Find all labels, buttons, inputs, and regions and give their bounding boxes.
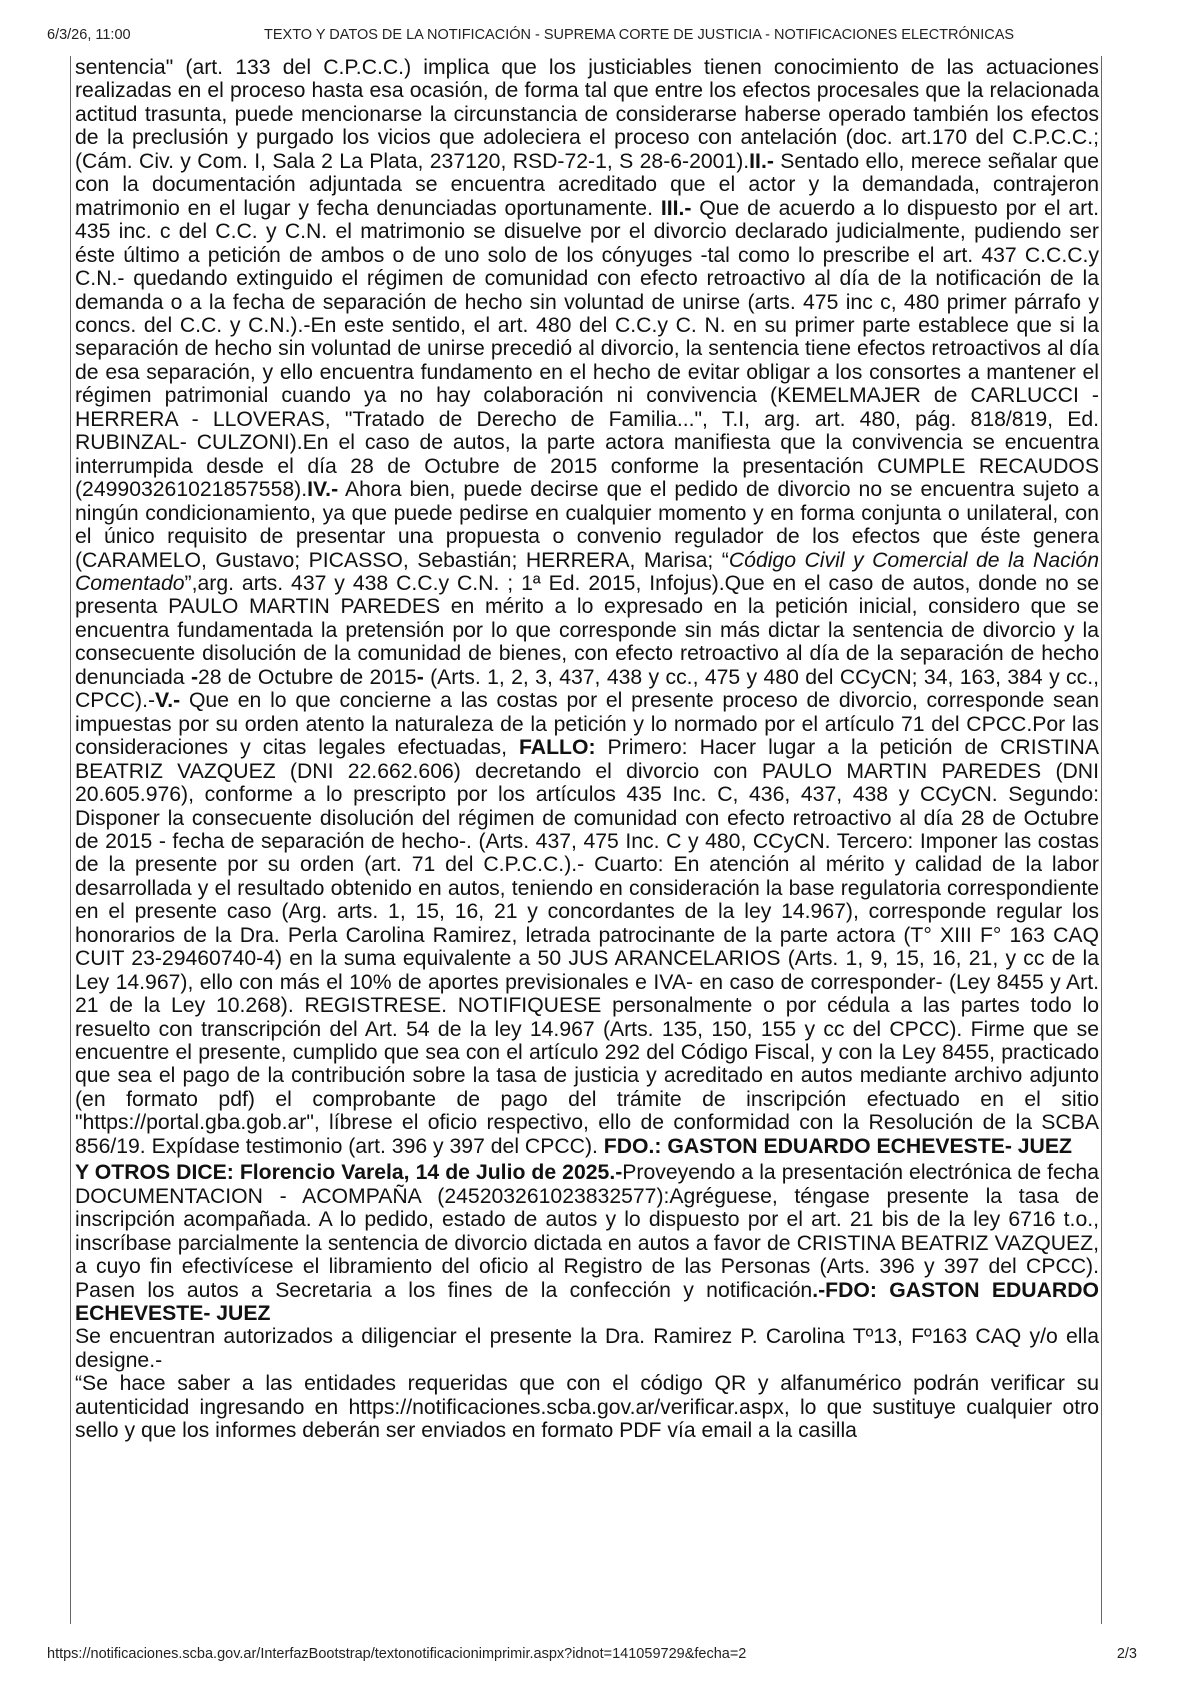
page-number: 2/3 <box>1116 1646 1137 1662</box>
print-url: https://notificaciones.scba.gov.ar/InterfazBootstrap/textonotificacionimprimir.aspx?idnot=141059729&fecha=2 <box>47 1646 747 1662</box>
authorization-paragraph: Se encuentran autorizados a diligenciar el presente la Dra. Ramirez P. Carolina Tº13, Fº163 CAQ y/o ella designe.- <box>75 1325 1099 1372</box>
print-header <box>0 27 1189 49</box>
judge-signature: FDO.: GASTON EDUARDO ECHEVESTE- JUEZ <box>603 1134 1072 1158</box>
judge-signature-2: .-FDO: GASTON EDUARDO ECHEVESTE- JUEZ <box>75 1278 1099 1326</box>
verification-paragraph: “Se hace saber a las entidades requeridas que con el código QR y alfanumérico podrán verificar su autenticidad ingresando en https://notificaciones.scba.gov.ar/verificar.aspx, lo que sustituye cualquier otro sello y que los informes deberán ser enviados en formato PDF vía email a la casilla <box>75 1372 1099 1443</box>
print-title: TEXTO Y DATOS DE LA NOTIFICACIÓN - SUPREMA CORTE DE JUSTICIA - NOTIFICACIONES ELECTRÓNICAS <box>264 27 1015 43</box>
provision-paragraph: Y OTROS DICE: Florencio Varela, 14 de Julio de 2025.-Proveyendo a la presentación electrónica de fecha DOCUMENTACION - ACOMPAÑA (245203261023832577):Agréguese, téngase presente la tasa de inscripción acompañada. A lo pedido, estado de autos y lo dispuesto por el art. 21 bis de la ley 6716 t.o., inscríbase parcialmente la sentencia de divorcio dictada en autos a favor de CRISTINA BEATRIZ VAZQUEZ, a cuyo fin efectivícese el libramiento del oficio al Registro de las Personas (Arts. 396 y 397 del CPCC). Pasen los autos a Secretaria a los fines de la confección y notificación.-FDO: GASTON EDUARDO ECHEVESTE- JUEZ <box>75 1161 1099 1326</box>
sentence-paragraph: sentencia" (art. 133 del C.P.C.C.) implica que los justiciables tienen conocimiento de las actuaciones realizadas en el proceso hasta esa ocasión, de forma tal que entre los efectos procesales que la relacionada actitud trasunta, puede mencionarse la circunstancia de considerarse haberse operado también los efectos de la preclusión y purgado los vicios que adoleciera el proceso con antelación (doc. art.170 del C.P.C.C.;(Cám. Civ. y Com. I, Sala 2 La Plata, 237120, RSD-72-1, S 28-6-2001).II.- Sentado ello, merece señalar que con la documentación adjuntada se encuentra acreditado que el actor y la demandada, contrajeron matrimonio en el lugar y fecha denunciadas oportunamente. III.- Que de acuerdo a lo dispuesto por el art. 435 inc. c del C.C. y C.N. el matrimonio se disuelve por el divorcio declarado judicialmente, pudiendo ser éste último a petición de ambos o de uno solo de los cónyuges -tal como lo prescribe el art. 437 C.C.C.y C.N.- quedando extinguido el régimen de comunidad con efecto retroactivo al día de la notificación de la demanda o a la fecha de separación de hecho sin voluntad de unirse (arts. 475 inc c, 480 primer párrafo y concs. del C.C. y C.N.).-En este sentido, el art. 480 del C.C.y C. N. en su primer parte establece que si la separación de hecho sin voluntad de unirse precedió al divorcio, la sentencia tiene efectos retroactivos al día de esa separación, y ello encuentra fundamento en el hecho de evitar obligar a los consortes a mantener el régimen patrimonial cuando ya no hay colaboración ni convivencia (KEMELMAJER de CARLUCCI - HERRERA - LLOVERAS, "Tratado de Derecho de Familia...", T.I, arg. art. 480, pág. 818/819, Ed. RUBINZAL- CULZONI).En el caso de autos, la parte actora manifiesta que la convivencia se encuentra interrumpida desde el día 28 de Octubre de 2015 conforme la presentación CUMPLE RECAUDOS (249903261021857558).IV.- Ahora bien, puede decirse que el pedido de divorcio no se encuentra sujeto a ningún condicionamiento, ya que puede pedirse en cualquier momento y en forma conjunta o unilateral, con el único requisito de presentar una propuesta o convenio regulador de los efectos que éste genera (CARAMELO, Gustavo; PICASSO, Sebastián; HERRERA, Marisa; “Código Civil y Comercial de la Nación Comentado”,arg. arts. 437 y 438 C.C.y C.N. ; 1ª Ed. 2015, Infojus).Que en el caso de autos, donde no se presenta PAULO MARTIN PAREDES en mérito a lo expresado en la petición inicial, considero que se encuentra fundamentada la pretensión por lo que corresponde sin más dictar la sentencia de divorcio y la consecuente disolución de la comunidad de bienes, con efecto retroactivo al día de la separación de hecho denunciada -28 de Octubre de 2015- (Arts. 1, 2, 3, 437, 438 y cc., 475 y 480 del CCyCN; 34, 163, 384 y cc., CPCC).-V.- Que en lo que concierne a las costas por el presente proceso de divorcio, corresponde sean impuestas por su orden atento la naturaleza de la petición y lo normado por el artículo 71 del CPCC.Por las consideraciones y citas legales efectuadas, FALLO: Primero: Hacer lugar a la petición de CRISTINA BEATRIZ VAZQUEZ (DNI 22.662.606) decretando el divorcio con PAULO MARTIN PAREDES (DNI 20.605.976), conforme a lo prescripto por los artículos 435 Inc. C, 436, 437, 438 y CCyCN. Segundo: Disponer la consecuente disolución del régimen de comunidad con efecto retroactivo al día 28 de Octubre de 2015 - fecha de separación de hecho-. (Arts. 437, 475 Inc. C y 480, CCyCN. Tercero: Imponer las costas de la presente por su orden (art. 71 del C.P.C.C.).- Cuarto: En atención al mérito y calidad de la labor desarrollada y el resultado obtenido en autos, teniendo en consideración la base regulatoria correspondiente en el presente caso (Arg. arts. 1, 15, 16, 21 y concordantes de la ley 14.967), corresponde regular los honorarios de la Dra. Perla Carolina Ramirez, letrada patrocinante de la parte actora (T° XIII F° 163 CAQ CUIT 23-29460740-4) en la suma equivalente a 50 JUS ARANCELARIOS (Arts. 1, 9, 15, 16, 21, y cc de la Ley 14.967), ello con más el 10% de aportes previsionales e IVA- en caso de corresponder- (Ley 8455 y Art. 21 de la Ley 10.268). REGISTRESE. NOTIFIQUESE personalmente o por cédula a las partes todo lo resuelto con transcripción del Art. 54 de la ley 14.967 (Arts. 135, 150, 155 y cc del CPCC). Firme que se encuentre el presente, cumplido que sea con el artículo 292 del Código Fiscal, y con la Ley 8455, practicado que sea el pago de la contribución sobre la tasa de justicia y acreditado en autos mediante archivo adjunto (en formato pdf) el comprobante de pago del trámite de inscripción efectuado en el sitio "https://portal.gba.gob.ar", líbrese el oficio respectivo, ello de conformidad con la Resolución de la SCBA 856/19. Expídase testimonio (art. 396 y 397 del CPCC). FDO.: GASTON EDUARDO ECHEVESTE- JUEZ <box>75 56 1099 1158</box>
notification-body <box>70 56 1102 1624</box>
print-date: 6/3/26, 11:00 <box>47 27 131 43</box>
